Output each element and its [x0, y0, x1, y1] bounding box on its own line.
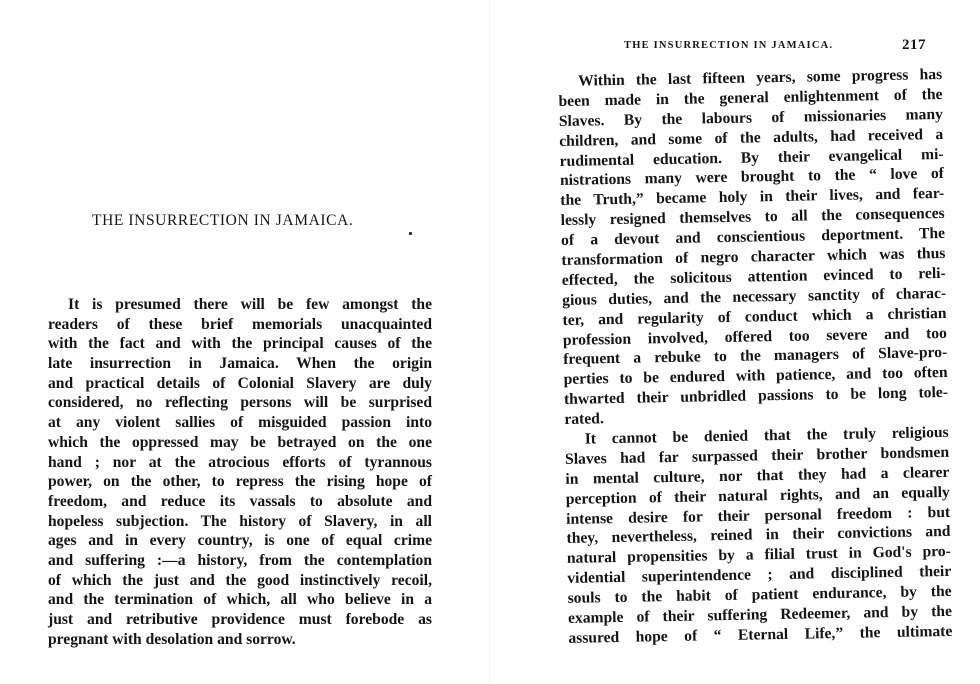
text-line: ter, and regularity of conduct which a christian: [562, 304, 947, 329]
text-line: vidential superintendence ; and disciplined their: [567, 563, 952, 588]
right-page: [490, 0, 980, 684]
page-number: 217: [902, 37, 926, 53]
text-line: hand ; nor at the atrocious efforts of tyrannous: [48, 453, 432, 471]
text-line: thwarted their unbridled passions to be long tole-: [563, 384, 949, 409]
text-line: and practical details of Colonial Slavery are duly: [48, 374, 432, 392]
text-line: late insurrection in Jamaica. When the origin: [48, 355, 432, 373]
text-line: nistrations many were brought to the “ love of: [559, 165, 945, 190]
text-line: which the oppressed may be betrayed on the one: [48, 433, 432, 451]
right-text-block: [558, 65, 953, 649]
text-line: effected, the solicitous attention evinced to reli-: [561, 264, 946, 289]
text-line: ages and in every country, is one of equal crime: [48, 532, 432, 550]
text-line: intense desire for their personal freedom : but: [566, 503, 951, 528]
text-line: been made in the general enlightenment of the: [558, 85, 943, 110]
text-line: rated.: [564, 410, 604, 429]
text-line: souls to the habit of patient endurance, by the: [567, 583, 952, 608]
text-line: perties to be endured with patience, and too often: [563, 364, 948, 389]
text-line: frequent a rebuke to the managers of Slave-pro-: [563, 344, 948, 369]
text-line: and the termination of which, all who believe in a: [48, 591, 432, 609]
text-line: at any violent sallies of misguided passion into: [48, 414, 432, 432]
running-head: THE INSURRECTION IN JAMAICA.: [624, 40, 834, 51]
text-line: and suffering :—a history, from the contemplation: [48, 551, 432, 569]
text-line: they, nevertheless, reined in their convictions and: [566, 523, 951, 548]
text-line: just and retributive providence must forebode as: [48, 611, 432, 628]
text-line: assured hope of “ Eternal Life,” the ultimate: [568, 622, 953, 647]
text-line: perception of their natural rights, and an equally: [565, 483, 950, 508]
text-line: the Truth,” became holy in their lives, and fear-: [560, 185, 945, 210]
text-line: considered, no reflecting persons will be surprised: [48, 394, 432, 412]
text-line: readers of these brief memorials unacquainted: [48, 315, 432, 333]
text-line: with the fact and with the principal causes of the: [48, 335, 432, 353]
left-paragraph: [48, 295, 432, 649]
text-line: pregnant with desolation and sorrow.: [48, 630, 296, 648]
text-line: Slaves had far surpassed their brother bondsmen: [564, 443, 950, 468]
text-line: hopeless subjection. The history of Slavery, in all: [48, 512, 432, 530]
text-line: transformation of negro character which was thus: [561, 244, 946, 269]
text-line: lessly resigned themselves to all the consequences: [560, 205, 945, 230]
ink-speck: [409, 232, 412, 235]
text-line: It is presumed there will be few amongst the: [68, 296, 432, 313]
text-line: children, and some of the adults, had received a: [559, 125, 944, 150]
text-line: Slaves. By the labours of missionaries many: [558, 105, 943, 130]
chapter-title: THE INSURRECTION IN JAMAICA.: [92, 212, 354, 229]
text-line: freedom, and reduce its vassals to absolute and: [48, 492, 432, 510]
text-line: example of their suffering Redeemer, and by the: [567, 602, 953, 627]
text-line: of a devout and conscientious deportment. The: [560, 225, 946, 250]
text-line: of which the just and the good instinctively recoil,: [48, 571, 432, 589]
text-line: power, on the other, to repress the rising hope of: [48, 473, 432, 491]
text-line: natural propensities by a filial trust in God's pro-: [566, 543, 952, 568]
text-line: profession involved, offered too severe and too: [562, 324, 948, 349]
text-line: in mental culture, nor that they had a clearer: [565, 463, 950, 488]
text-line: It cannot be denied that the truly religious: [584, 423, 949, 448]
text-line: rudimental education. By their evangelical mi-: [559, 145, 944, 170]
text-line: gious duties, and the necessary sanctity of charac-: [562, 284, 947, 309]
text-line: Within the last fifteen years, some progress has: [578, 65, 943, 90]
